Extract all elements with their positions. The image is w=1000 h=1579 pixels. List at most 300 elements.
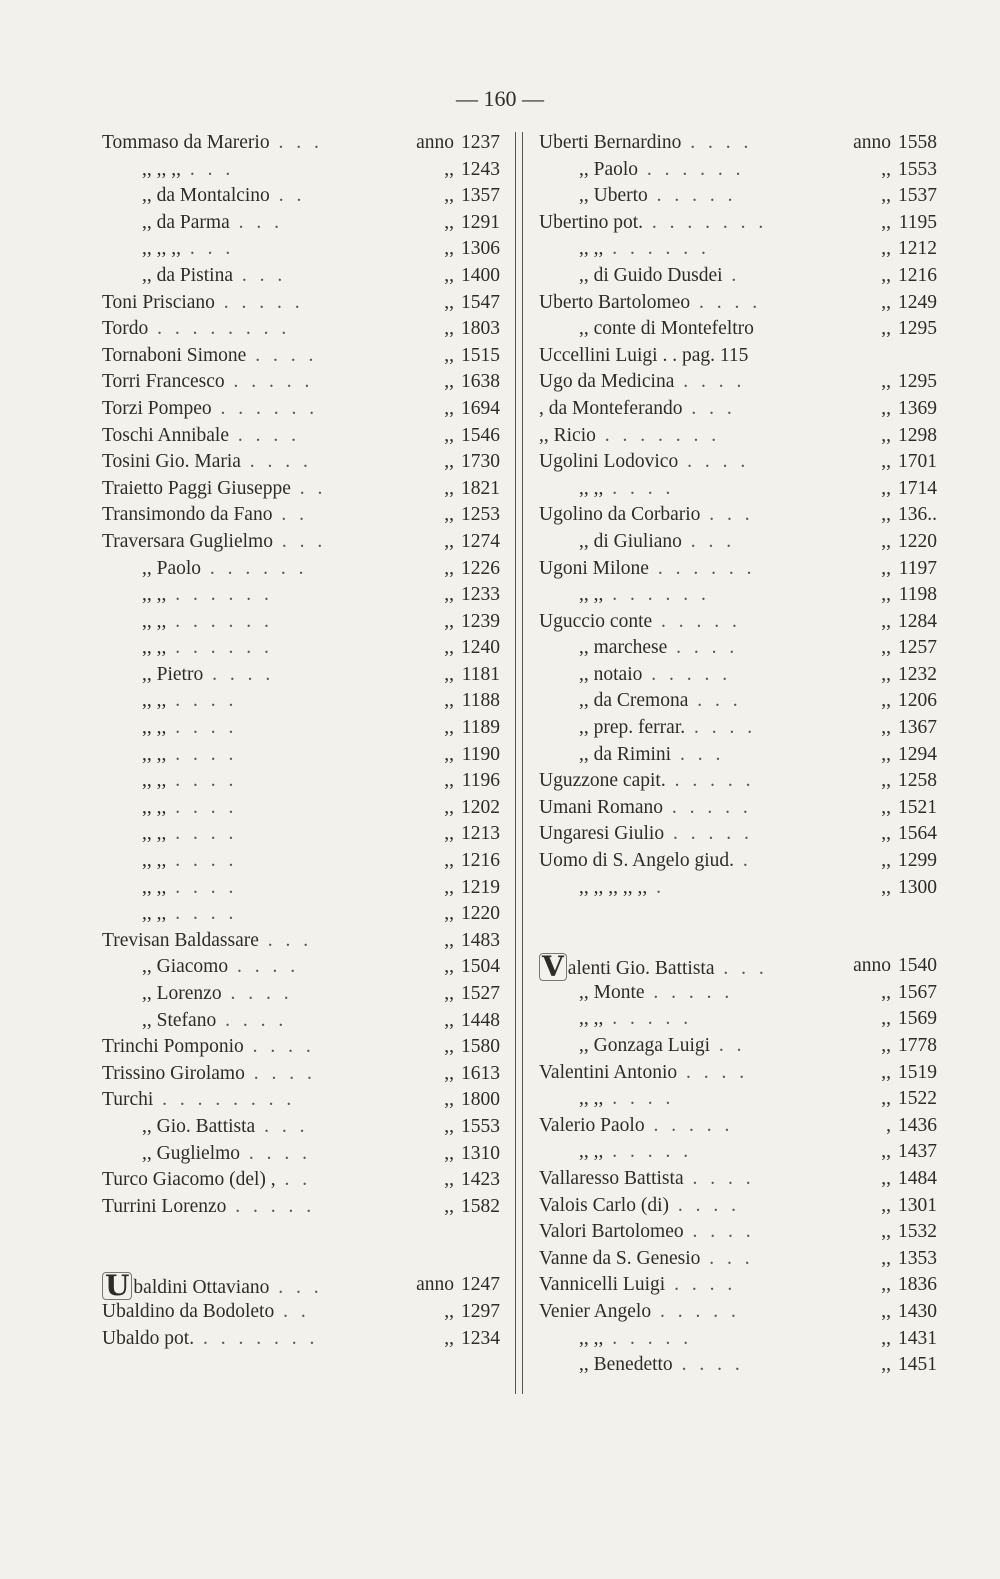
leader-dots: . . . .: [683, 1167, 755, 1189]
entry-name: [539, 556, 755, 583]
leader-dots: . . . . . .: [211, 397, 319, 419]
entry-text: ,, ,,: [579, 477, 604, 499]
entry-year: 1216: [898, 264, 937, 286]
entry-name: [142, 1114, 308, 1141]
entry-year: 1295: [898, 318, 937, 340]
entry-name: [142, 848, 237, 875]
entry-year: 1299: [898, 850, 937, 872]
entry-year: 1232: [898, 663, 937, 685]
leader-dots: . . .: [682, 397, 736, 419]
entry-name: [539, 1219, 755, 1246]
index-entry: [102, 1087, 504, 1114]
entry-marker: ,,: [444, 238, 454, 260]
entry-text: ,, Paolo: [142, 557, 202, 579]
entry-text: Trinchi Pomponio: [102, 1036, 244, 1058]
entry-text: Ubaldino da Bodoleto: [102, 1300, 275, 1322]
entry-name: [102, 1087, 295, 1114]
index-entry: [102, 396, 504, 423]
entry-name: [102, 476, 326, 503]
entry-name: [539, 821, 753, 848]
entry-text: ,, di Guido Dusdei: [579, 264, 723, 286]
entry-text: ,, ,,: [142, 876, 167, 898]
leader-dots: .: [734, 850, 752, 872]
index-entry: [102, 662, 504, 689]
entry-text: ,, ,,: [579, 1327, 604, 1349]
entry-name: [102, 1299, 310, 1326]
leader-dots: . . . . . . . .: [148, 318, 291, 340]
leader-dots: . . . . .: [603, 1327, 693, 1349]
entry-text: ,, ,,: [579, 238, 604, 260]
entry-year: 1233: [461, 584, 500, 606]
entry-name: [142, 635, 273, 662]
leader-dots: . . . . . .: [201, 557, 308, 579]
entry-text: Valois Carlo (di): [539, 1194, 669, 1216]
entry-name: [102, 529, 326, 556]
index-entry: [102, 449, 504, 476]
leader-dots: . . . . . .: [603, 238, 710, 260]
entry-name: [102, 369, 313, 396]
index-entry: [102, 582, 504, 609]
leader-dots: . . .: [255, 1115, 309, 1137]
entry-year: 1778: [898, 1035, 937, 1056]
entry-marker: ,,: [444, 1195, 454, 1217]
entry-text: ,, Gio. Battista: [142, 1115, 256, 1137]
entry-year: 1451: [898, 1354, 937, 1376]
index-entry: [539, 449, 941, 476]
entry-marker: ,,: [881, 1167, 891, 1189]
entry-marker: ,,: [444, 1062, 454, 1084]
index-entry: [539, 1113, 941, 1140]
entry-text: Uberto Bartolomeo: [539, 291, 691, 313]
leader-dots: . . .: [700, 504, 754, 526]
index-entry: [102, 556, 504, 583]
entry-name: [539, 343, 748, 370]
leader-dots: . . . . . .: [638, 158, 745, 180]
entry-text: ,, Pietro: [142, 663, 204, 685]
entry-name: [142, 821, 237, 848]
entry-text: Ugolino da Corbario: [539, 504, 701, 526]
entry-name: [539, 1246, 754, 1273]
index-entry: [102, 768, 504, 795]
entry-year: 136..: [898, 504, 937, 526]
entry-name: [539, 768, 754, 795]
entry-marker: ,,: [444, 530, 454, 552]
leader-dots: . . .: [229, 211, 283, 233]
entry-name: [539, 423, 720, 450]
entry-marker: ,,: [881, 397, 891, 419]
entry-marker: ,,: [881, 1061, 891, 1083]
entry-text: Vallaresso Battista: [539, 1167, 684, 1189]
entry-text: ,, ,, ,, ,, ,,: [579, 876, 648, 898]
entry-year: 1216: [461, 850, 500, 872]
entry-year: 1437: [898, 1141, 937, 1163]
entry-marker: ,,: [444, 690, 454, 712]
entry-marker: ,,: [444, 1300, 454, 1322]
entry-marker: ,,: [881, 477, 891, 499]
entry-name: [102, 449, 312, 476]
entry-year: 1515: [461, 344, 500, 366]
index-entry: [539, 1086, 941, 1113]
leader-dots: . . . . .: [647, 185, 737, 207]
entry-name: [102, 130, 323, 157]
entry-year: 1430: [898, 1300, 937, 1322]
index-entry: [539, 715, 941, 742]
leader-dots: . . . .: [685, 717, 757, 739]
entry-text: Turco Giacomo (del) ,: [102, 1169, 276, 1191]
entry-marker: ,,: [444, 903, 454, 925]
leader-dots: . . .: [269, 132, 323, 153]
entry-name: [579, 1326, 692, 1353]
entry-marker: ,,: [444, 477, 454, 499]
entry-name: [102, 396, 318, 423]
index-entry: [539, 210, 941, 237]
entry-marker: ,,: [444, 796, 454, 818]
entry-text: Vannicelli Luigi: [539, 1274, 666, 1296]
entry-year: 1400: [461, 264, 500, 286]
entry-text: Ubaldo pot.: [102, 1327, 195, 1349]
entry-name: [142, 688, 237, 715]
entry-text: Valerio Paolo: [539, 1114, 645, 1136]
entry-marker: ,,: [881, 1141, 891, 1163]
entry-year: 1195: [898, 211, 937, 233]
entry-marker: ,,: [881, 1247, 891, 1269]
entry-marker: ,,: [881, 264, 891, 286]
leader-dots: . . . . . . .: [642, 211, 768, 233]
entry-year: 1284: [898, 610, 937, 632]
entry-name: [102, 423, 300, 450]
leader-dots: . . . .: [229, 424, 300, 446]
entry-name: [142, 795, 237, 822]
entry-text: Vanne da S. Genesio: [539, 1247, 701, 1269]
entry-name: [142, 875, 237, 902]
leader-dots: . . . .: [665, 1274, 737, 1296]
leader-dots: . . .: [681, 530, 736, 552]
entry-year: 1800: [461, 1089, 500, 1111]
index-entry: [102, 343, 504, 370]
page-number: — 160 —: [456, 86, 544, 111]
entry-text: Torzi Pompeo: [102, 397, 212, 419]
entry-year: 1353: [898, 1247, 937, 1269]
entry-text: ,, prep. ferrar.: [579, 717, 686, 739]
index-entry: [539, 476, 941, 503]
index-entry: [102, 1114, 504, 1141]
leader-dots: . . . .: [674, 371, 746, 393]
index-entry: [102, 715, 504, 742]
entry-year: 1423: [461, 1169, 500, 1191]
leader-dots: . . . .: [246, 344, 318, 366]
entry-text: ,, ,,: [142, 796, 167, 818]
leader-dots: . . . .: [240, 451, 312, 473]
entry-text: Uguccio conte: [539, 610, 653, 632]
index-entry: [539, 343, 941, 370]
entry-year: 1484: [898, 1167, 937, 1189]
entry-marker: anno: [416, 132, 454, 153]
entry-year: 1504: [461, 956, 500, 978]
entry-marker: ,,: [444, 1036, 454, 1058]
entry-name: [142, 981, 293, 1008]
entry-name: [539, 130, 752, 157]
entry-marker: ,,: [881, 291, 891, 313]
index-entry: [539, 369, 941, 396]
entry-marker: ,,: [444, 424, 454, 446]
entry-year: 1301: [898, 1194, 937, 1216]
index-entry: [102, 1326, 504, 1353]
entry-marker: ,,: [881, 717, 891, 739]
index-entry: [102, 1299, 504, 1326]
index-entry: [539, 1193, 941, 1220]
leader-dots: . . .: [671, 743, 725, 765]
entry-text: ,, ,, ,,: [142, 158, 181, 180]
leader-dots: . . . .: [166, 770, 238, 792]
leader-dots: . . . . .: [642, 663, 732, 685]
entry-marker: ,,: [881, 610, 891, 632]
leader-dots: . . . . .: [603, 1141, 693, 1163]
entry-marker: ,,: [881, 451, 891, 473]
entry-marker: ,,: [881, 823, 891, 845]
entry-name: [142, 556, 308, 583]
entry-text: Turrini Lorenzo: [102, 1195, 227, 1217]
leader-dots: . . . . . .: [166, 584, 273, 606]
entry-marker: ,,: [444, 876, 454, 898]
index-entry: [102, 928, 504, 955]
entry-text: Trevisan Baldassare: [102, 929, 259, 951]
entry-marker: ,,: [881, 981, 891, 1003]
leader-dots: . . . . .: [663, 796, 752, 818]
entry-name: [539, 1060, 748, 1087]
leader-dots: . . . .: [667, 637, 739, 659]
entry-marker: ,,: [444, 610, 454, 632]
entry-text: Tornaboni Simone: [102, 344, 247, 366]
entry-text: ,, Paolo: [579, 158, 639, 180]
entry-text: ,, Lorenzo: [142, 983, 222, 1004]
entry-text: Toschi Annibale: [102, 424, 229, 446]
entry-marker: ,,: [881, 1221, 891, 1243]
entry-name: [579, 742, 724, 769]
entry-name: [579, 635, 738, 662]
entry-marker: ,,: [881, 1035, 891, 1056]
entry-year: 1181: [461, 663, 500, 685]
entry-year: 1240: [461, 637, 500, 659]
entry-name: [539, 795, 752, 822]
index-entry: [539, 875, 941, 902]
entry-text: Turchi: [102, 1089, 154, 1111]
index-entry: [539, 316, 941, 343]
leader-dots: . . . .: [166, 876, 238, 898]
leader-dots: . . . .: [221, 983, 293, 1004]
entry-year: 1298: [898, 424, 937, 446]
entry-year: 1234: [461, 1327, 500, 1349]
index-entry: [102, 742, 504, 769]
entry-name: [579, 1139, 692, 1166]
entry-marker: ,,: [444, 637, 454, 659]
entry-marker: ,,: [881, 1354, 891, 1376]
entry-marker: ,,: [444, 397, 454, 419]
entry-name: [579, 1033, 746, 1060]
entry-year: 1369: [898, 397, 937, 419]
entry-year: 1537: [898, 185, 937, 207]
entry-year: 1522: [898, 1088, 937, 1110]
entry-year: 1357: [461, 185, 500, 207]
section-gap: [102, 1220, 504, 1272]
leader-dots: . . . .: [681, 132, 753, 153]
entry-name: [539, 210, 767, 237]
index-entry: [102, 316, 504, 343]
leader-dots: .: [647, 876, 665, 898]
entry-text: ,, Stefano: [142, 1009, 217, 1031]
entry-name: [142, 1008, 287, 1035]
entry-year: 1206: [898, 690, 937, 712]
entry-marker: ,,: [444, 557, 454, 579]
leader-dots: . . . . .: [651, 1300, 740, 1322]
index-entry: [102, 1141, 504, 1168]
entry-marker: ,,: [881, 504, 891, 526]
entry-year: 1553: [898, 158, 937, 180]
entry-text: ,, da Parma: [142, 211, 230, 233]
entry-marker: ,,: [444, 1089, 454, 1111]
entry-marker: ,,: [444, 663, 454, 685]
index-entry: [539, 529, 941, 556]
entry-marker: ,,: [881, 1300, 891, 1322]
entry-text: ,, ,,: [142, 584, 167, 606]
entry-name: [539, 449, 749, 476]
entry-text: Umani Romano: [539, 796, 664, 818]
entry-marker: ,,: [881, 584, 891, 606]
entry-year: 1436: [898, 1114, 937, 1136]
leader-dots: . . . . .: [603, 1008, 693, 1030]
leader-dots: . .: [710, 1035, 746, 1056]
entry-year: 1836: [898, 1274, 937, 1296]
entry-year: 1202: [461, 796, 500, 818]
entry-marker: ,,: [444, 318, 454, 340]
index-entry: [539, 1299, 941, 1326]
entry-year: 1527: [461, 983, 500, 1004]
entry-marker: ,,: [444, 504, 454, 526]
entry-text: ,, marchese: [579, 637, 668, 659]
entry-text: ,, Gonzaga Luigi: [579, 1035, 711, 1056]
leader-dots: . . . .: [166, 743, 238, 765]
entry-name: [539, 1299, 740, 1326]
entry-text: ,, ,,: [142, 637, 167, 659]
entry-year: 1367: [898, 717, 937, 739]
leader-dots: . . . . . .: [166, 610, 273, 632]
leader-dots: . . . .: [690, 291, 762, 313]
entry-name: [142, 715, 237, 742]
entry-year: 1188: [461, 690, 500, 712]
index-entry: [539, 157, 941, 184]
entry-name: [142, 742, 237, 769]
entry-text: ,, Guglielmo: [142, 1142, 241, 1164]
index-entry: [539, 980, 941, 1007]
entry-year: 1306: [461, 238, 500, 260]
leader-dots: . . . .: [603, 1088, 675, 1110]
entry-name: [579, 1352, 744, 1379]
entry-name: [539, 396, 736, 423]
leader-dots: . . . .: [244, 1062, 316, 1084]
entry-text: Valori Bartolomeo: [539, 1221, 684, 1243]
entry-marker: ,,: [444, 1009, 454, 1031]
entry-name: [142, 768, 237, 795]
entry-year: 1220: [898, 530, 937, 552]
entry-text: Traversara Guglielmo: [102, 530, 273, 552]
entry-text: ,, Monte: [579, 981, 645, 1003]
entry-year: 1580: [461, 1036, 500, 1058]
entry-name: [142, 954, 299, 981]
index-entry: [102, 529, 504, 556]
leader-dots: . . . .: [672, 1354, 744, 1376]
index-entry: [539, 768, 941, 795]
entry-text: ,, ,,: [579, 584, 604, 606]
entry-marker: ,,: [444, 983, 454, 1004]
leader-dots: . .: [275, 1169, 312, 1191]
index-entry: [539, 263, 941, 290]
entry-text: Tosini Gio. Maria: [102, 451, 241, 473]
entry-year: 1294: [898, 743, 937, 765]
index-entry: [539, 848, 941, 875]
entry-name: [579, 662, 731, 689]
entry-marker: ,,: [444, 717, 454, 739]
index-entry: [539, 1352, 941, 1379]
leader-dots: . . . .: [166, 796, 238, 818]
leader-dots: . . . .: [228, 956, 300, 978]
entry-year: 1220: [461, 903, 500, 925]
leader-dots: . . .: [181, 238, 235, 260]
leader-dots: . . . .: [677, 1061, 749, 1083]
entry-year: 1714: [898, 477, 937, 499]
entry-name: [579, 316, 754, 343]
entry-text: ,, ,,: [579, 1141, 604, 1163]
entry-marker: ,,: [444, 850, 454, 872]
index-entry: [539, 1166, 941, 1193]
entry-marker: ,: [886, 1114, 891, 1136]
index-entry: [102, 901, 504, 928]
entry-name: [142, 1141, 311, 1168]
entry-marker: ,,: [444, 1327, 454, 1349]
entry-marker: ,,: [881, 238, 891, 260]
leader-dots: . . .: [269, 1277, 323, 1299]
entry-year: 1247: [461, 1274, 500, 1296]
entry-text: ,, notaio: [579, 663, 643, 685]
entry-year: 1582: [461, 1195, 500, 1217]
entry-name: [142, 662, 274, 689]
index-entry: [539, 1139, 941, 1166]
index-entry: [539, 236, 941, 263]
entry-text: ,, ,,: [142, 823, 167, 845]
entry-year: 1190: [461, 743, 500, 765]
index-entry: [102, 130, 504, 157]
entry-text: ,, da Montalcino: [142, 185, 270, 207]
entry-marker: ,,: [444, 956, 454, 978]
index-entry: [539, 1033, 941, 1060]
leader-dots: . . .: [272, 530, 327, 552]
entry-marker: ,,: [444, 264, 454, 286]
index-entry: [102, 795, 504, 822]
entry-marker: ,,: [444, 770, 454, 792]
leader-dots: . . . . . . .: [194, 1327, 319, 1349]
entry-text: Uguzzone capit.: [539, 770, 666, 792]
index-entry: [539, 1219, 941, 1246]
entry-text: Valentini Antonio: [539, 1061, 678, 1083]
column-divider: [515, 132, 523, 1394]
index-entry: [102, 875, 504, 902]
index-entry: [539, 502, 941, 529]
entry-name: [539, 1193, 740, 1220]
entry-year: 1198: [898, 584, 937, 606]
entry-text: Tommaso da Marerio: [102, 132, 270, 153]
leader-dots: . . . .: [166, 823, 238, 845]
entry-text: ,, da Cremona: [579, 690, 689, 712]
index-entry: [102, 821, 504, 848]
leader-dots: . . . . .: [664, 823, 753, 845]
